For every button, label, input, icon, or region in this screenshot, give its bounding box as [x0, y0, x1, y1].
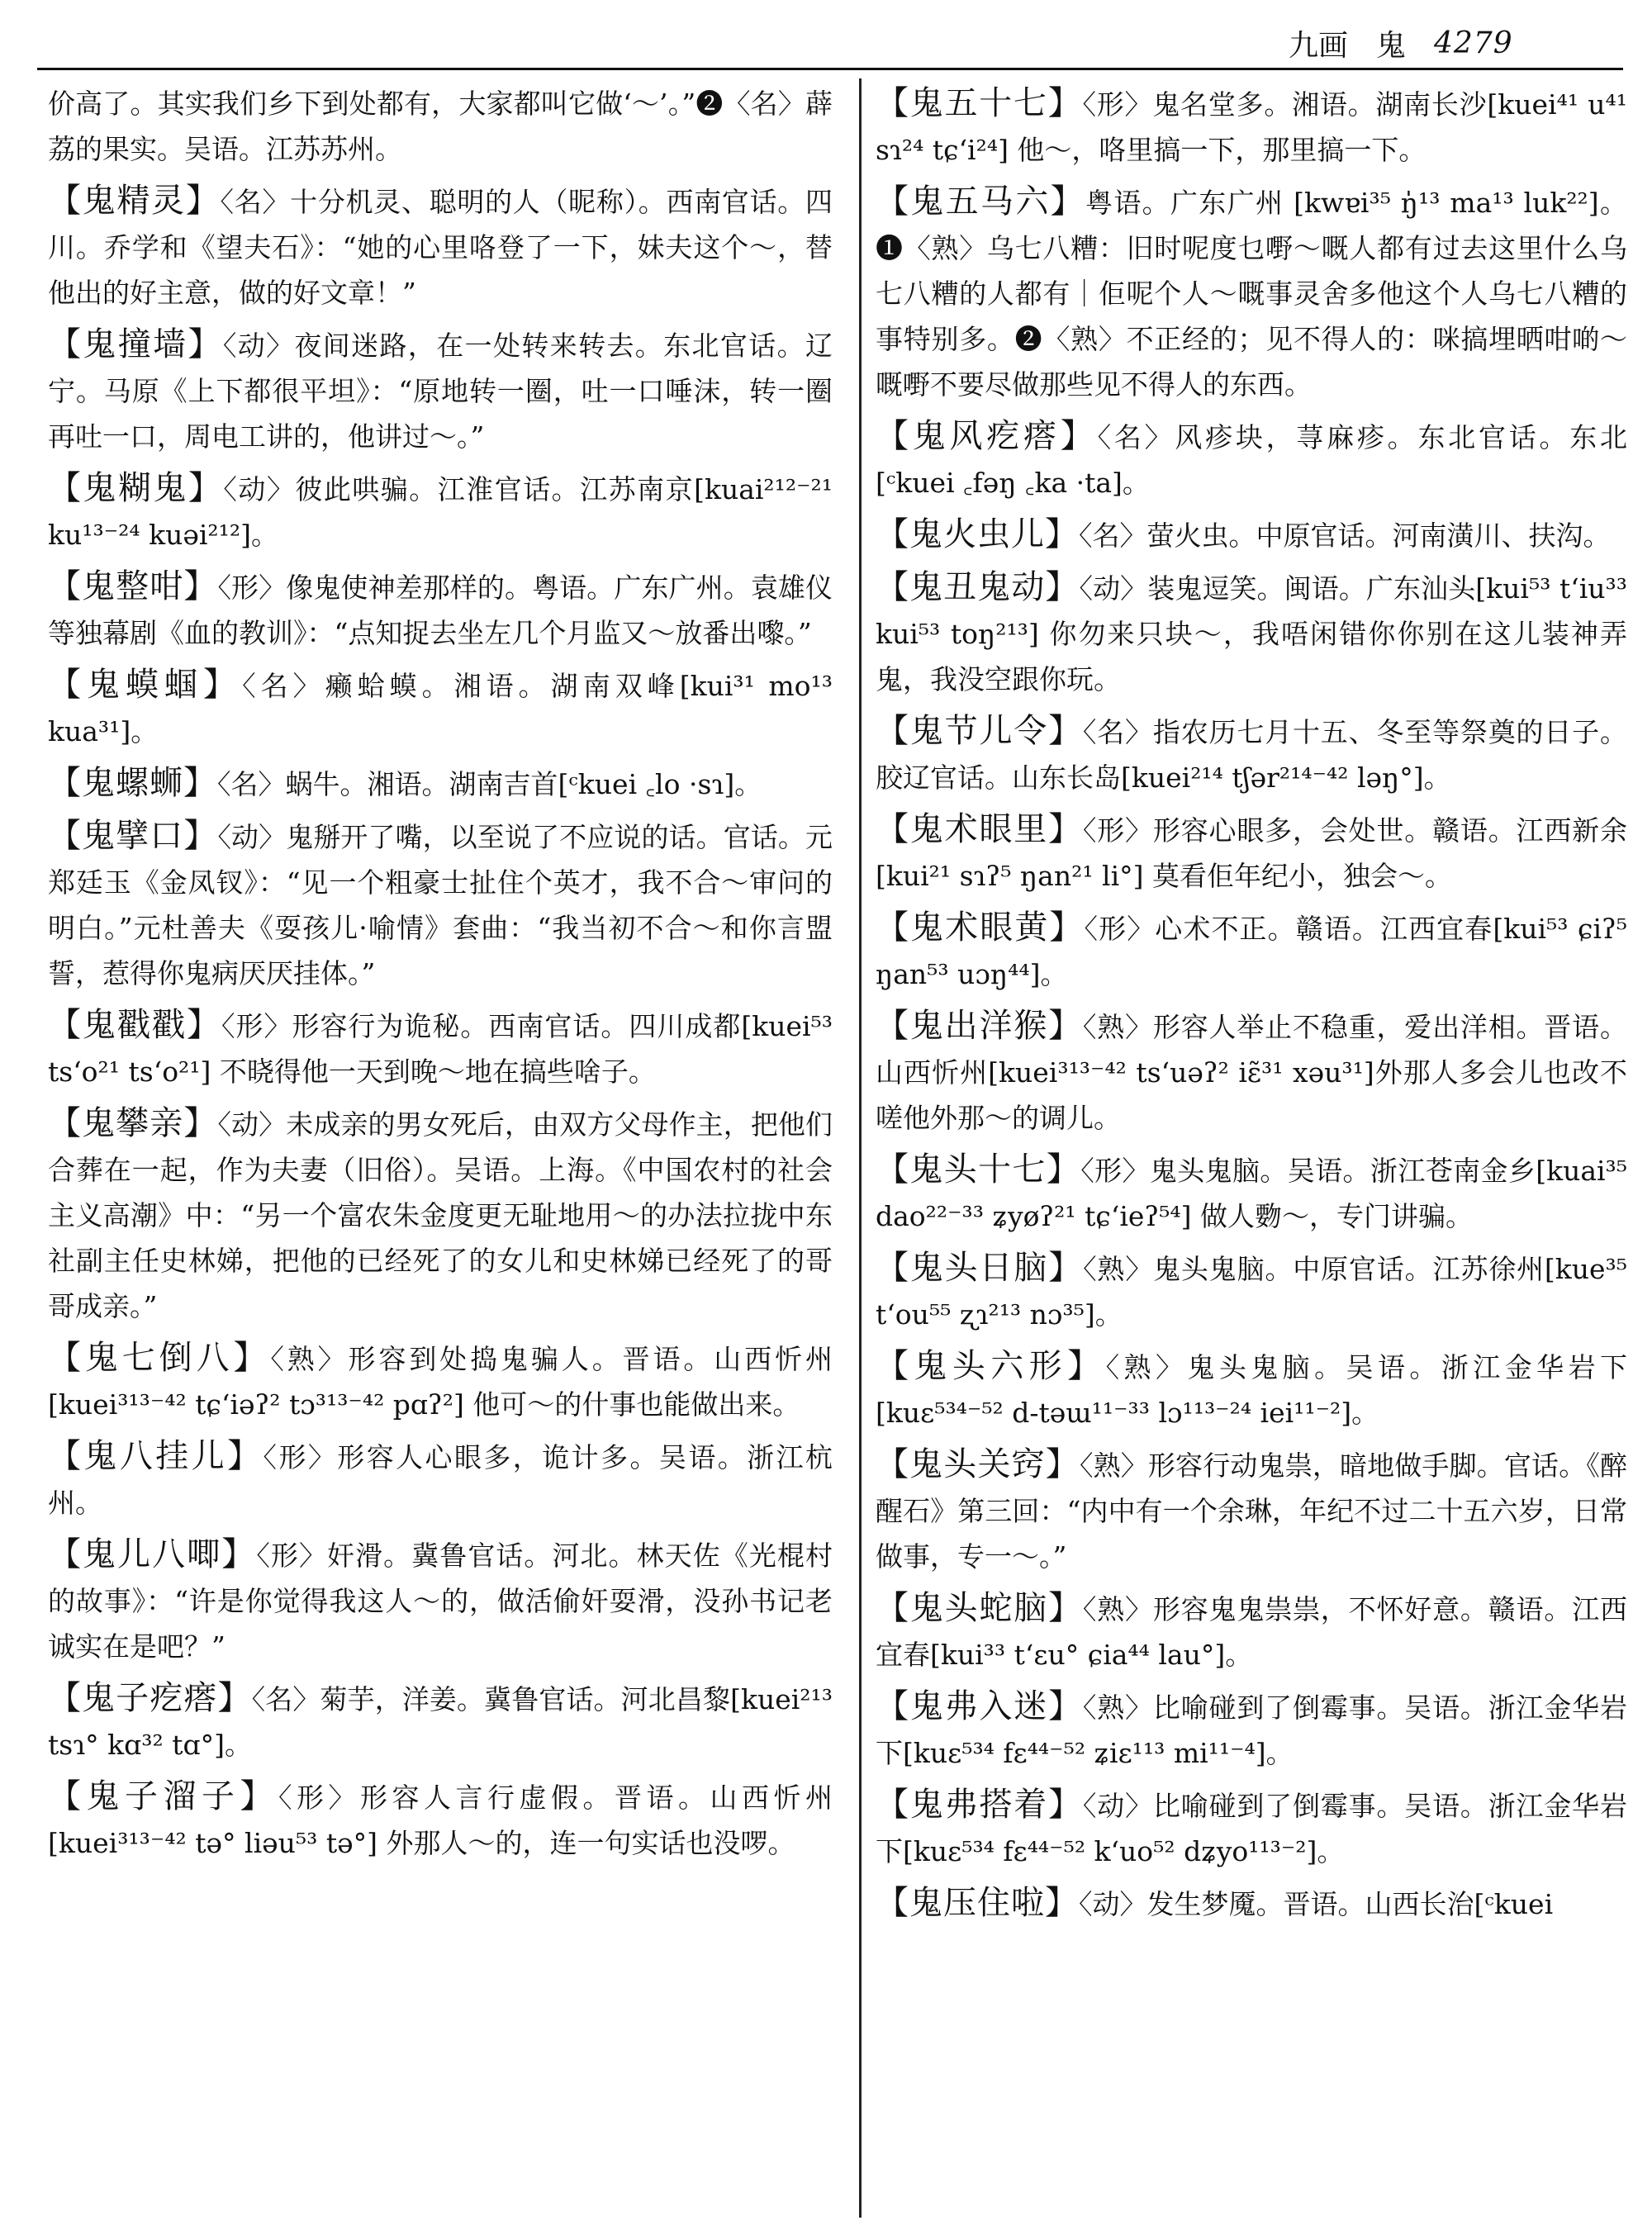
entry-headword: 【鬼蟆蝈】 [48, 666, 243, 704]
entry-headword: 【鬼儿八唧】 [48, 1535, 257, 1573]
dictionary-entry [876, 1344, 1627, 1435]
entry-headword: 【鬼头日脑】 [876, 1249, 1084, 1287]
entry-definition: 〈熟〉形容人举止不稳重，爱出洋相。晋语。山西忻州[kuei³¹³⁻⁴² tsʻuəʔ² iɛ̃³¹ xəu³¹]外那人多会儿也改不嗟他外那～的调儿。 [876, 1011, 1627, 1134]
entry-definition: 〈熟〉形容到处捣鬼骗人。晋语。山西忻州[kuei³¹³⁻⁴² tɕʻiəʔ² tɔ³¹³⁻⁴² pɑʔ²] 他可～的什事也能做出来。 [48, 1343, 833, 1421]
entry-definition: 〈动〉夜间迷路，在一处转来转去。东北官话。辽宁。马原《上下都很平坦》：“原地转一圈，吐一口唾沫，转一圈再吐一口，周电工讲的，他讲过～。” [48, 330, 833, 453]
entry-headword: 【鬼擘口】 [48, 817, 218, 855]
dictionary-entry [876, 1004, 1627, 1141]
entry-headword: 【鬼糊鬼】 [48, 469, 224, 507]
entry-definition: 〈形〉形容心眼多，会处世。赣语。江西新余[kui²¹ sɿʔ⁵ ŋan²¹ li°] 莫看佢年纪小，独会～。 [876, 814, 1627, 892]
dictionary-entry [48, 81, 833, 172]
dictionary-entry [48, 1336, 833, 1427]
dictionary-entry [48, 1774, 833, 1866]
dictionary-entry [876, 1245, 1627, 1337]
header-rule [37, 68, 1623, 70]
entry-definition: 〈形〉鬼头鬼脑。吴语。浙江苍南金乡[kuai³⁵ dao²²⁻³³ ʑyøʔ²¹ tɕʻieʔ⁵⁴] 做人覅～，专门讲骗。 [876, 1155, 1627, 1232]
dictionary-entry [48, 1676, 833, 1767]
entry-headword: 【鬼攀亲】 [48, 1104, 218, 1142]
dictionary-entry [876, 414, 1627, 505]
dictionary-entry [876, 179, 1627, 407]
entry-definition: 〈熟〉鬼头鬼脑。中原官话。江苏徐州[kue³⁵ tʻou⁵⁵ ʐɿ²¹³ nɔ³⁵]。 [876, 1253, 1627, 1331]
dictionary-entry [48, 322, 833, 459]
dictionary-entry [48, 814, 833, 996]
entry-headword: 【鬼撞墙】 [48, 325, 223, 363]
dictionary-entry [876, 1782, 1627, 1874]
entry-headword: 【鬼精灵】 [48, 182, 221, 220]
entry-definition: 〈形〉形容人心眼多，诡计多。吴语。浙江杭州。 [48, 1441, 833, 1519]
entry-definition: 〈形〉奸滑。冀鲁官话。河北。林天佐《光棍村的故事》：“许是你觉得我这人～的，做活偷奸耍滑，没孙书记老诚实在是吧？” [48, 1540, 833, 1663]
entry-definition: 〈名〉萤火虫。中原官话。河南潢川、扶沟。 [1079, 520, 1611, 552]
entry-headword: 【鬼压住啦】 [876, 1884, 1079, 1922]
column-divider [859, 78, 862, 2218]
entry-definition: 〈动〉比喻碰到了倒霉事。吴语。浙江金华岩下[kuɛ⁵³⁴ fɛ⁴⁴⁻⁵² kʻuo⁵² dʑyo¹¹³⁻²]。 [876, 1790, 1627, 1867]
dictionary-entry [48, 466, 833, 558]
entry-headword: 【鬼风疙瘩】 [876, 417, 1098, 455]
dictionary-entry [48, 178, 833, 316]
entry-definition: 〈名〉菊芋，洋姜。冀鲁官话。河北昌黎[kuei²¹³ tsɿ° kɑ³² tɑ°]。 [48, 1683, 833, 1761]
dictionary-entry [48, 1003, 833, 1094]
page-header [1289, 18, 1635, 68]
entry-definition: 〈形〉像鬼使神差那样的。粤语。广东广州。袁雄仪等独幕剧《血的教训》：“点知捉去坐左几个月监又～放番出嚟。” [48, 572, 833, 649]
entry-headword: 【鬼术眼里】 [876, 810, 1083, 848]
entry-definition: 〈熟〉比喻碰到了倒霉事。吴语。浙江金华岩下[kuɛ⁵³⁴ fɛ⁴⁴⁻⁵² ʑiɛ¹¹³ mi¹¹⁻⁴]。 [876, 1691, 1627, 1769]
dictionary-entry [876, 1442, 1627, 1579]
entry-headword: 【鬼头蛇脑】 [876, 1589, 1083, 1627]
dictionary-entry [876, 1684, 1627, 1776]
section-label: 九画 [1289, 28, 1349, 63]
dictionary-entry [48, 662, 833, 754]
dictionary-entry [876, 81, 1627, 173]
entry-headword: 【鬼节儿令】 [876, 712, 1083, 750]
entry-headword: 【鬼丑鬼动】 [876, 568, 1080, 606]
entry-definition: 〈动〉未成亲的男女死后，由双方父母作主，把他们合葬在一起，作为夫妻（旧俗）。吴语。上海。《中国农村的社会主义高潮》中：“另一个富农朱金度更无耻地用～的办法拉拢中东社副主任史林娣，把他的已经死了的女儿和史林娣已经死了的哥哥成亲。” [48, 1108, 833, 1322]
entry-definition: 〈动〉发生梦魇。晋语。山西长治[ᶜkuei [1079, 1888, 1554, 1920]
entry-definition: 〈名〉蜗牛。湘语。湖南吉首[ᶜkuei ꜀lo ·sɿ]。 [217, 768, 762, 800]
entry-headword: 【鬼螺蛳】 [48, 764, 217, 802]
dictionary-entry [48, 1434, 833, 1525]
dictionary-entry [876, 905, 1627, 997]
entry-headword: 【鬼头关窍】 [876, 1445, 1080, 1483]
dictionary-entry [48, 1101, 833, 1329]
entry-definition: 〈名〉癞蛤蟆。湘语。湖南双峰[kui³¹ mo¹³ kua³¹]。 [48, 670, 833, 747]
dictionary-entry [876, 1147, 1627, 1239]
entry-definition: 〈名〉风疹块，荨麻疹。东北官话。东北[ᶜkuei ꜀fəŋ ꜀ka ·ta]。 [876, 421, 1627, 499]
dictionary-entry [876, 1881, 1627, 1927]
entry-definition: 〈熟〉鬼头鬼脑。吴语。浙江金华岩下[kuɛ⁵³⁴⁻⁵² d-təɯ¹¹⁻³³ lɔ¹¹³⁻²⁴ iei¹¹⁻²]。 [876, 1351, 1627, 1429]
entry-definition: 〈动〉彼此哄骗。江淮官话。江苏南京[kuai²¹²⁻²¹ ku¹³⁻²⁴ kuəi²¹²]。 [48, 473, 833, 551]
entry-headword: 【鬼头六形】 [876, 1347, 1106, 1385]
entry-headword: 【鬼七倒八】 [48, 1339, 271, 1377]
entry-headword: 【鬼戳戳】 [48, 1006, 221, 1044]
entry-definition: 粤语。广东广州 [kwɐi³⁵ ŋ̍¹³ ma¹³ luk²²]。❶〈熟〉乌七八糟：旧时呢度乜嘢～嘅人都有过去这里什么乌七八糟的人都有｜佢呢个人～嘅事灵舍多他这个人乌七八糟的事特别多。❷〈熟〉不正经的；见不得人的：咪搞埋晒咁啲～嘅嘢不要尽做那些见不得人的东西。 [876, 187, 1627, 401]
right-column [876, 81, 1627, 2220]
entry-definition: 〈熟〉形容鬼鬼祟祟，不怀好意。赣语。江西宜春[kui³³ tʻɛu° ɕia⁴⁴ lau°]。 [876, 1593, 1627, 1671]
entry-definition: 价高了。其实我们乡下到处都有，大家都叫它做‘～’。”❷〈名〉薜荔的果实。吴语。江苏苏州。 [48, 88, 833, 165]
entry-definition: 〈熟〉形容行动鬼祟，暗地做手脚。官话。《醉醒石》第三回：“内中有一个余琳，年纪不过二十五六岁，日常做事，专一～。” [876, 1450, 1627, 1573]
entry-definition: 〈形〉鬼名堂多。湘语。湖南长沙[kuei⁴¹ u⁴¹ sɿ²⁴ tɕʻi²⁴] 他～，咯里搞一下，那里搞一下。 [876, 88, 1627, 166]
dictionary-entry [876, 1586, 1627, 1677]
dictionary-entry [876, 565, 1627, 702]
entry-definition: 〈动〉鬼掰开了嘴，以至说了不应说的话。官话。元郑廷玉《金凤钗》：“见一个粗豪士扯住个英才，我不合～审问的明白。”元杜善夫《耍孩儿·喻情》套曲：“我当初不合～和你言盟誓，惹得你鬼病厌厌挂体。” [48, 821, 833, 989]
entry-definition: 〈形〉形容行为诡秘。西南官话。四川成都[kuei⁵³ tsʻo²¹ tsʻo²¹] 不晓得他一天到晚～地在搞些啥子。 [48, 1010, 833, 1088]
dictionary-entry [48, 761, 833, 807]
entry-headword: 【鬼弗入迷】 [876, 1687, 1083, 1725]
left-column [48, 81, 833, 2220]
entry-headword: 【鬼出洋猴】 [876, 1007, 1083, 1045]
radical-label: 鬼 [1376, 28, 1407, 63]
entry-headword: 【鬼五马六】 [876, 183, 1085, 221]
entry-headword: 【鬼弗搭着】 [876, 1786, 1083, 1824]
entry-headword: 【鬼子疙瘩】 [48, 1679, 252, 1717]
entry-headword: 【鬼八挂儿】 [48, 1437, 263, 1475]
entry-definition: 〈名〉指农历七月十五、冬至等祭奠的日子。胶辽官话。山东长岛[kuei²¹⁴ tʃər²¹⁴⁻⁴² ləŋ°]。 [876, 716, 1627, 794]
entry-headword: 【鬼术眼黄】 [876, 909, 1085, 947]
dictionary-entry [48, 1532, 833, 1669]
entry-headword: 【鬼头十七】 [876, 1151, 1081, 1189]
entry-definition: 〈形〉形容人言行虚假。晋语。山西忻州[kuei³¹³⁻⁴² tə° liəu⁵³ tə°] 外那人～的，连一句实话也没啰。 [48, 1782, 833, 1859]
dictionary-entry [876, 807, 1627, 899]
dictionary-entry [876, 512, 1627, 558]
entry-definition: 〈形〉心术不正。赣语。江西宜春[kui⁵³ ɕiʔ⁵ ŋan⁵³ uɔŋ⁴⁴]。 [876, 913, 1627, 990]
entry-definition: 〈名〉十分机灵、聪明的人（昵称）。西南官话。四川。乔学和《望夫石》：“她的心里咯登了一下，妹夫这个～，替他出的好主意，做的好文章！” [48, 186, 833, 309]
entry-definition: 〈动〉装鬼逗笑。闽语。广东汕头[kui⁵³ tʻiu³³ kui⁵³ toŋ²¹³] 你勿来只块～，我唔闲错你你别在这儿装神弄鬼，我没空跟你玩。 [876, 572, 1627, 695]
dictionary-entry [48, 564, 833, 656]
entry-headword: 【鬼五十七】 [876, 84, 1083, 122]
entry-headword: 【鬼火虫儿】 [876, 515, 1079, 553]
entry-headword: 【鬼子溜子】 [48, 1777, 278, 1815]
entry-headword: 【鬼整咁】 [48, 567, 218, 605]
page-number: 4279 [1434, 26, 1513, 60]
dictionary-entry [876, 709, 1627, 800]
